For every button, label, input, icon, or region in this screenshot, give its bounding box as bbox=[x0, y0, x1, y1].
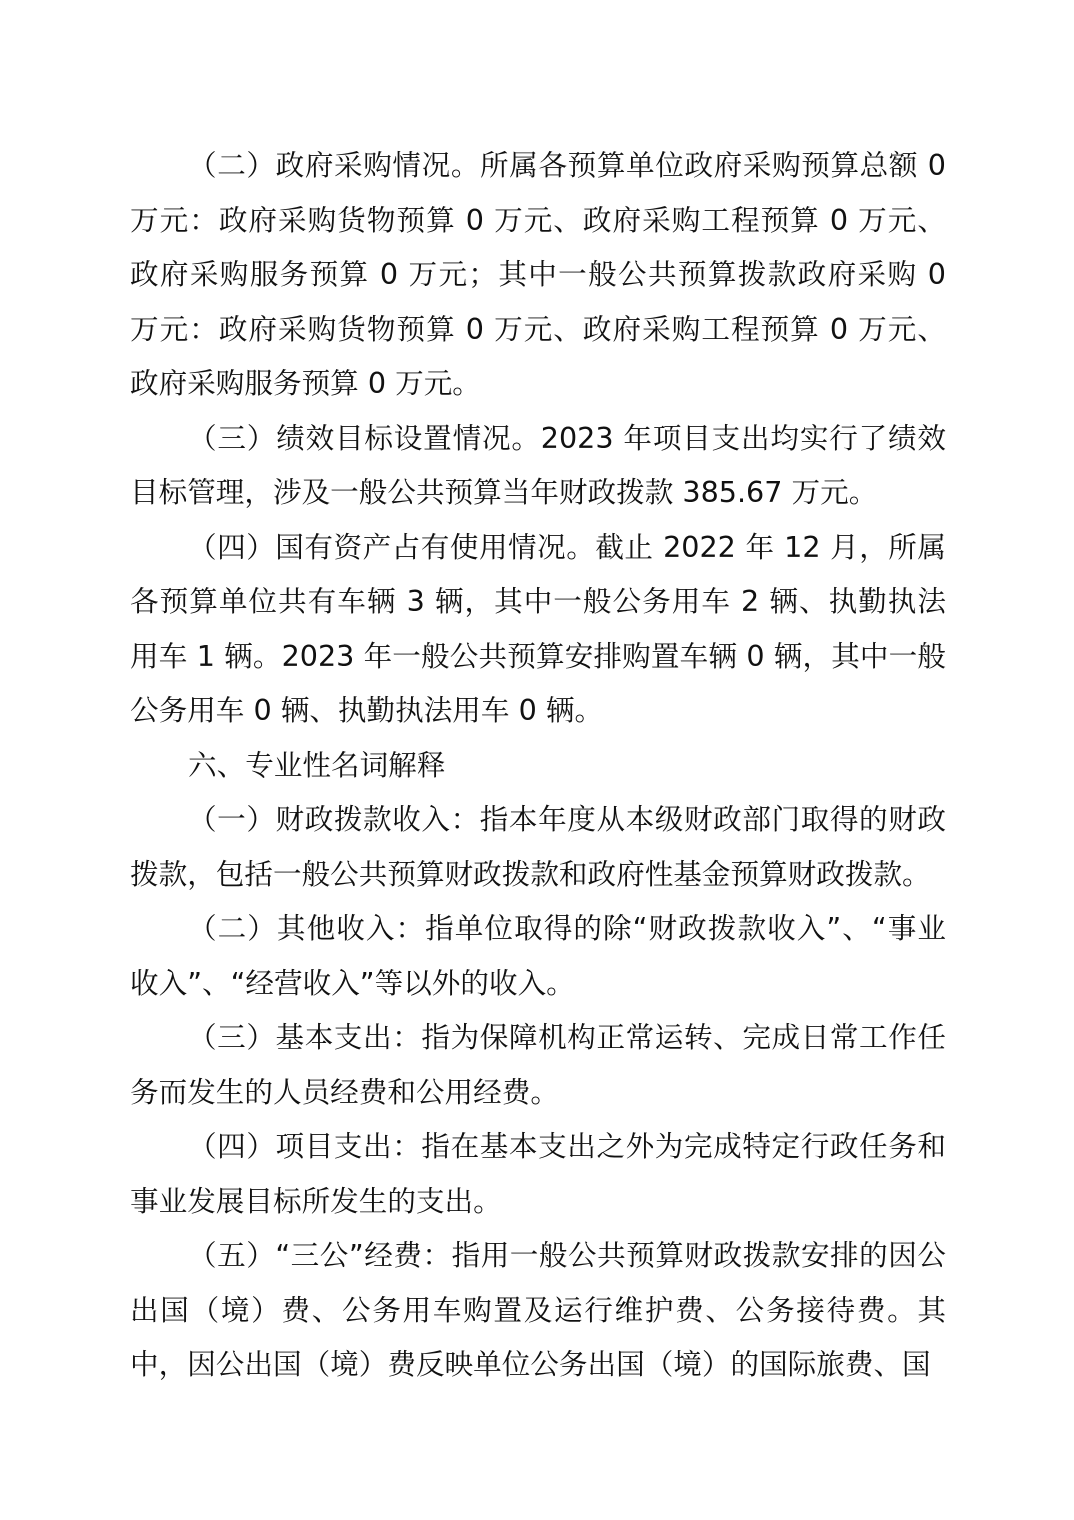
paragraph-basic-expenditure: （三）基本支出：指为保障机构正常运转、完成日常工作任务而发生的人员经费和公用经费。 bbox=[130, 1020, 946, 1109]
section-heading-terminology: 六、专业性名词解释 bbox=[188, 747, 446, 782]
paragraph-other-income: （二）其他收入：指单位取得的除“财政拨款收入”、“事业收入”、“经营收入”等以外的收入。 bbox=[130, 911, 946, 1000]
document-body bbox=[130, 138, 946, 1392]
paragraph-state-assets: （四）国有资产占有使用情况。截止 2022 年 12 月，所属各预算单位共有车辆 3 辆，其中一般公务用车 2 辆、执勤执法用车 1 辆。2023 年一般公共预算安排购置车辆 0 辆，其中一般公务用车 0 辆、执勤执法用车 0 辆。 bbox=[130, 529, 946, 727]
paragraph-three-public-expenses: （五）“三公”经费：指用一般公共预算财政拨款安排的因公出国（境）费、公务用车购置及运行维护费、公务接待费。其中，因公出国（境）费反映单位公务出国（境）的国际旅费、国 bbox=[130, 1238, 946, 1381]
paragraph-fiscal-appropriation-income: （一）财政拨款收入：指本年度从本级财政部门取得的财政拨款，包括一般公共预算财政拨款和政府性基金预算财政拨款。 bbox=[130, 802, 946, 891]
paragraph-project-expenditure: （四）项目支出：指在基本支出之外为完成特定行政任务和事业发展目标所发生的支出。 bbox=[130, 1129, 946, 1218]
paragraph-government-procurement: （二）政府采购情况。所属各预算单位政府采购预算总额 0 万元：政府采购货物预算 0 万元、政府采购工程预算 0 万元、政府采购服务预算 0 万元；其中一般公共预算拨款政府采购 0 万元：政府采购货物预算 0 万元、政府采购工程预算 0 万元、政府采购服务预算 0 万元。 bbox=[130, 148, 946, 400]
paragraph-performance-targets: （三）绩效目标设置情况。2023 年项目支出均实行了绩效目标管理，涉及一般公共预算当年财政拨款 385.67 万元。 bbox=[130, 420, 946, 509]
